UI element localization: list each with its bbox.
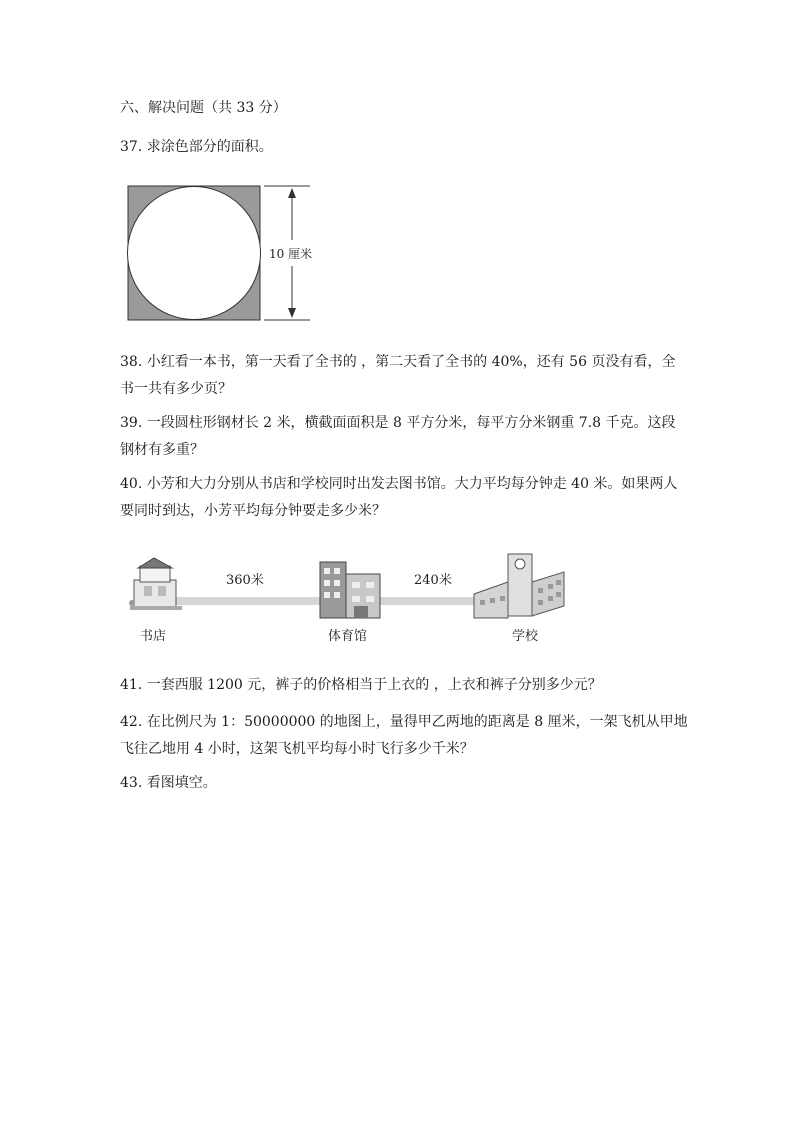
place-label-bookstore: 书店: [140, 629, 167, 644]
shaded-square-circle-figure: [124, 182, 324, 324]
question-39-line-1: 39. 一段圆柱形钢材长 2 米，横截面面积是 8 平方分米，每平方分米钢重 7.8 千克。这段: [120, 415, 676, 431]
question-37: 37. 求涂色部分的面积。: [120, 139, 273, 155]
distance-label-left: 360米: [226, 573, 264, 588]
side-length-label: 10 厘米: [269, 247, 313, 261]
gym-icon: [320, 562, 380, 618]
arrow-up-icon: [288, 188, 296, 198]
place-label-school: 学校: [512, 629, 539, 644]
section-title: 六、解决问题（共 33 分）: [120, 100, 287, 116]
inscribed-circle: [128, 187, 261, 320]
question-38-line-1: 38. 小红看一本书，第一天看了全书的 ，第二天看了全书的 40%，还有 56 页没有看，全: [120, 354, 676, 370]
question-40-line-2: 要同时到达，小芳平均每分钟要走多少米？: [120, 503, 386, 519]
distance-label-right: 240米: [414, 573, 452, 588]
question-43: 43. 看图填空。: [120, 775, 217, 791]
question-40-line-1: 40. 小芳和大力分别从书店和学校同时出发去图书馆。大力平均每分钟走 40 米。如果两人: [120, 476, 678, 492]
question-38-line-2: 书一共有多少页？: [120, 381, 232, 397]
route-map-figure: [124, 548, 584, 648]
question-42-line-2: 飞往乙地用 4 小时，这架飞机平均每小时飞行多少千米？: [120, 741, 474, 757]
bookstore-icon: [129, 558, 182, 610]
question-42-line-1: 42. 在比例尺为 1：50000000 的地图上，量得甲乙两地的距离是 8 厘米，一架飞机从甲地: [120, 714, 688, 730]
question-41: 41. 一套西服 1200 元，裤子的价格相当于上衣的 ，上衣和裤子分别多少元？: [120, 677, 602, 693]
road: [154, 597, 484, 605]
place-label-gym: 体育馆: [328, 629, 368, 644]
arrow-down-icon: [288, 308, 296, 318]
school-icon: [474, 554, 564, 618]
question-39-line-2: 钢材有多重？: [120, 442, 204, 458]
